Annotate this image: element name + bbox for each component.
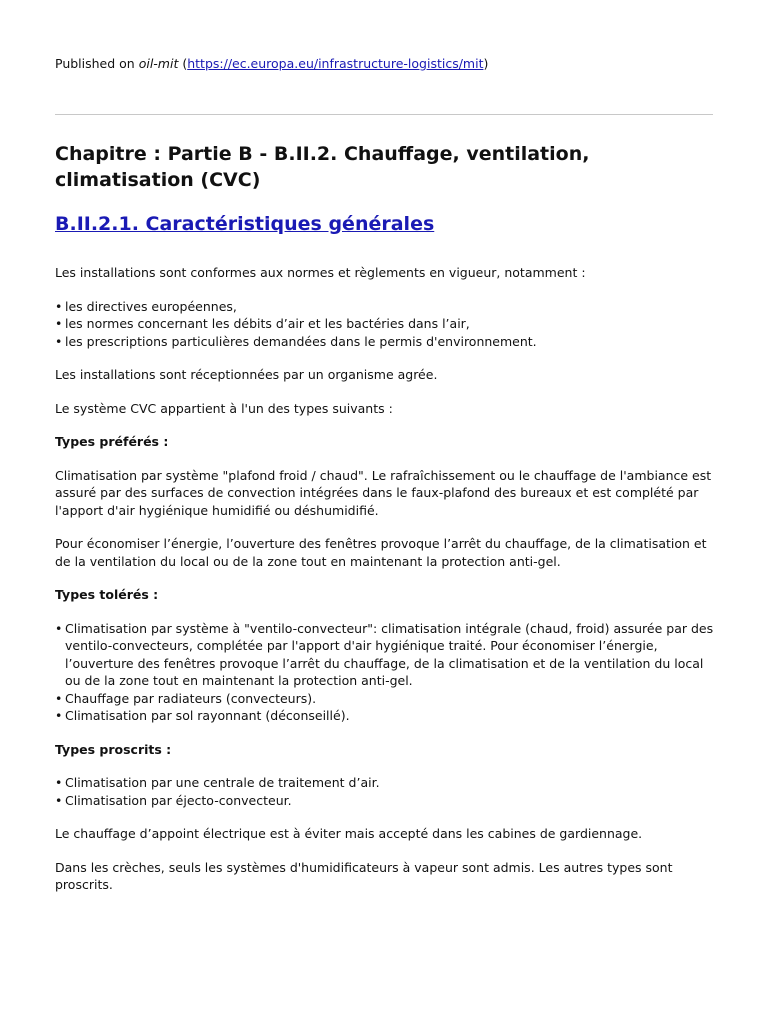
proscribed-heading-text: Types proscrits : (55, 741, 172, 757)
proscribed-list (55, 774, 718, 809)
source-url-link[interactable]: https://ec.europa.eu/infrastructure-logistics/mit (187, 56, 484, 71)
main-content (55, 141, 718, 894)
list-item: • Climatisation par une centrale de traitement d’air. (55, 774, 718, 792)
section-title-link[interactable]: B.II.2.1. Caractéristiques générales (55, 213, 435, 235)
close-paren: ) (483, 56, 489, 71)
proscribed-heading (55, 741, 718, 759)
open-paren: ( (178, 56, 188, 71)
preferred-paragraph-2: Pour économiser l’énergie, l’ouverture des fenêtres provoque l’arrêt du chauffage, de la climatisation et de la ventilation du local ou de la zone tout en maintenant la protection anti-gel. (55, 536, 707, 569)
tolerated-heading-text: Types tolérés : (55, 587, 159, 602)
reception-paragraph: Les installations sont réceptionnées par un organisme agrée. (55, 367, 438, 382)
section-heading (55, 211, 718, 237)
site-name: oil-mit (138, 56, 179, 71)
published-prefix: Published on (55, 56, 139, 71)
list-item: • les prescriptions particulières demandées dans le permis d'environnement. (55, 333, 718, 351)
preferred-paragraph-1: Climatisation par système "plafond froid / chaud". Le rafraîchissement ou le chauffage de l'ambiance est assuré par des surfaces de convection intégrées dans le faux-plafond des bureaux et est complété par l'apport d'air hygiénique humidifié ou déshumidifié. (55, 467, 712, 518)
list-item: • Chauffage par radiateurs (convecteurs). (55, 690, 718, 708)
chapter-title: Chapitre : Partie B - B.II.2. Chauffage, ventilation, climatisation (CVC) (55, 143, 590, 191)
electric-heating-paragraph: Le chauffage d’appoint électrique est à éviter mais accepté dans les cabines de gardiennage. (55, 826, 643, 841)
tolerated-list (55, 620, 718, 725)
list-item: • les normes concernant les débits d’air et les bactéries dans l’air, (55, 315, 718, 333)
header-divider (55, 114, 713, 115)
types-intro-paragraph: Le système CVC appartient à l'un des types suivants : (55, 400, 393, 416)
list-item: • les directives européennes, (55, 298, 718, 316)
preferred-heading (55, 433, 718, 451)
intro-paragraph: Les installations sont conformes aux normes et règlements en vigueur, notamment : (55, 265, 586, 280)
published-line (55, 55, 713, 73)
norms-list (55, 298, 718, 351)
tolerated-heading (55, 586, 718, 604)
list-item: • Climatisation par système à "ventilo-convecteur": climatisation intégrale (chaud, froid) assurée par des ventilo-convecteurs, complétée par l'apport d'air hygiénique traité. Pour économiser l’énergie, l’ouverture des fenêtres provoque l’arrêt du chauffage, de la climatisation et de la ventilation du local ou de la zone tout en maintenant la protection anti-gel. (55, 620, 718, 690)
creches-paragraph: Dans les crèches, seuls les systèmes d'humidificateurs à vapeur sont admis. Les autres types sont proscrits. (55, 859, 673, 892)
list-item: • Climatisation par sol rayonnant (déconseillé). (55, 707, 718, 725)
list-item: • Climatisation par éjecto-convecteur. (55, 792, 718, 810)
preferred-heading-text: Types préférés : (55, 434, 169, 449)
